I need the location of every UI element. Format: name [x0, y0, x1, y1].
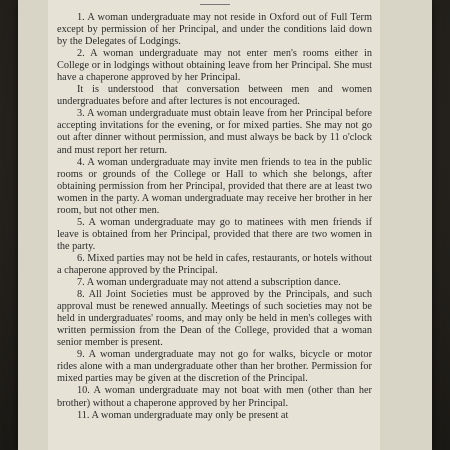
rule-11: 11. A woman undergraduate may only be present at [77, 409, 289, 421]
rule-10: 10. A woman undergraduate may not boat with men (other than her brother) without a chaperone approved by her Principal. [57, 385, 372, 409]
rules-text [57, 12, 372, 422]
rule-4: 4. A woman undergraduate may invite men friends to tea in the public rooms or grounds of the College or Hall to which she belongs, after obtaining permission from her Principal, provided that there are at least two women in the party. A woman undergraduate may receive her brother in her room, but not other men. [57, 156, 372, 216]
rule-1: 1. A woman undergraduate may not reside in Oxford out of Full Term except by permission of her Principal, and under the conditions laid down by the Delegates of Lodgings. [57, 12, 372, 48]
rule-6: 6. Mixed parties may not be held in cafes, restaurants, or hotels without a chaperone approved by the Principal. [57, 252, 372, 276]
rule-7: 7. A woman undergraduate may not attend a subscription dance. [77, 277, 341, 289]
rule-3: 3. A woman undergraduate must obtain leave from her Principal before accepting invitations for the evening, or for mixed parties. She may not go out after dinner without permission, and must always be back by 11 o'clock and must report her return. [57, 108, 372, 156]
rule-8: 8. All Joint Societies must be approved by the Principals, and such approval must be renewed annually. Meetings of such societies may not be held in undergraduates' rooms, and may only be held in men's colleges with written permission from the Dean of the College, provided that a woman senior member is present. [57, 289, 372, 349]
rule-5: 5. A woman undergraduate may go to matinees with men friends if leave is obtained from her Principal, provided that there are two women in the party. [57, 216, 372, 252]
rule-2-note: It is understood that conversation between men and women undergraduates before and after lectures is not encouraged. [57, 84, 372, 108]
header-rule [200, 4, 230, 5]
rule-2: 2. A woman undergraduate may not enter men's rooms either in College or in lodgings without obtaining leave from her Principal. She must have a chaperone approved by her Principal. [57, 48, 372, 84]
rule-9: 9. A woman undergraduate may not go for walks, bicycle or motor rides alone with a man undergraduate other than her brother. Permission for mixed parties may be given at the discretion of the Principal. [57, 349, 372, 385]
document-sheet [48, 0, 380, 450]
